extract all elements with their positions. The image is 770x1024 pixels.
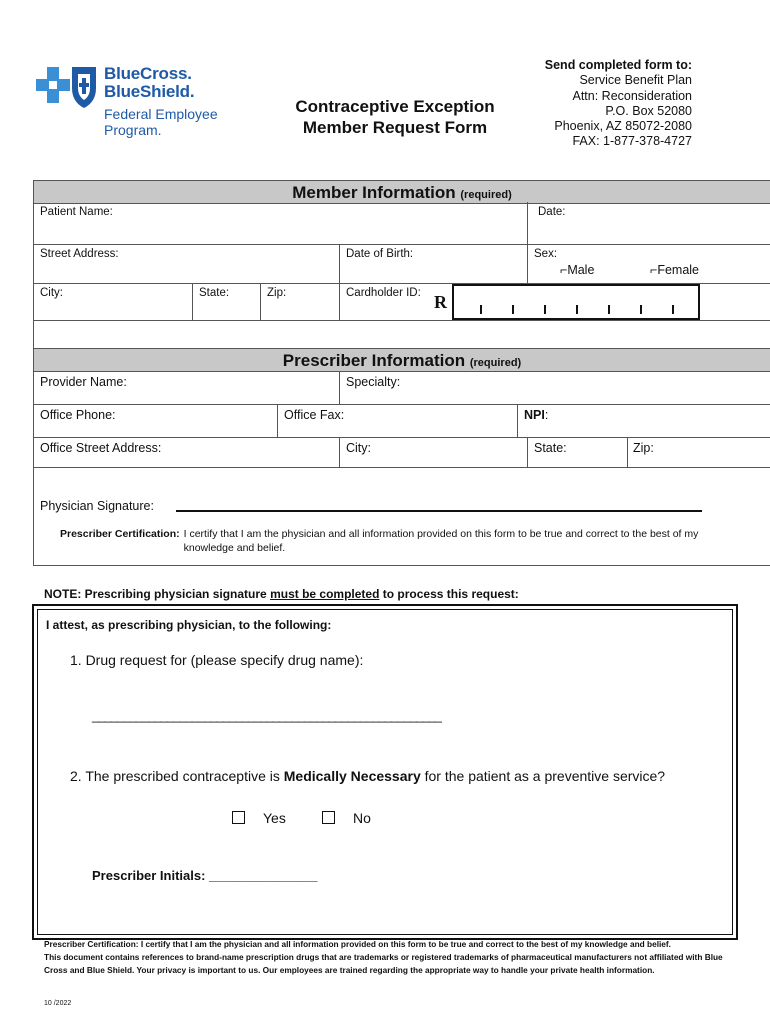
state-field[interactable]: State: — [199, 287, 230, 299]
checkbox-icon[interactable] — [232, 811, 245, 824]
provider-name-field[interactable]: Provider Name: — [40, 375, 127, 389]
zip-field[interactable]: Zip: — [267, 287, 287, 299]
office-city-field[interactable]: City: — [346, 441, 371, 455]
physician-signature-line[interactable] — [176, 510, 702, 512]
id-prefix: R — [434, 292, 447, 312]
form-version: 10 /2022 — [44, 1000, 72, 1007]
footer-disclaimer: Prescriber Certification: I certify that I am the physician and all information provided on this form to be true and correct to the best of my knowledge and belief. This document contains references to brand-name prescription drugs that are trademarks or registered trademarks of pharmaceutical manufacturers not affiliated with Blue Cross and Blue Shield. Your privacy is important to us. Our employees are trained regarding the appropriate way to handle your private health information. — [44, 939, 723, 975]
sex-label: Sex: — [534, 248, 558, 260]
physician-signature-label: Physician Signature: — [40, 499, 154, 513]
office-street-address-field[interactable]: Office Street Address: — [40, 441, 162, 455]
no-option[interactable]: No — [322, 810, 371, 826]
office-fax-field[interactable]: Office Fax: — [284, 408, 345, 422]
brand-bluecross: BlueCross. — [104, 64, 192, 83]
date-of-birth-field[interactable]: Date of Birth: — [346, 248, 414, 260]
street-address-field[interactable]: Street Address: — [40, 248, 119, 260]
specialty-field[interactable]: Specialty: — [346, 375, 401, 389]
yes-option[interactable]: Yes — [232, 810, 286, 826]
brand-blueshield: BlueShield. — [104, 82, 195, 101]
checkbox-icon[interactable]: ⌐ — [560, 263, 568, 277]
question-medically-necessary: 2. The prescribed contraceptive is Medically Necessary for the patient as a preventive service? — [70, 768, 666, 784]
checkbox-icon[interactable] — [322, 811, 335, 824]
prescriber-certification: Prescriber Certification: I certify that I am the physician and all information provided on this form to be true and correct to the best of my knowledge and belief. — [60, 528, 699, 554]
office-zip-field[interactable]: Zip: — [633, 441, 654, 455]
signature-note: NOTE: Prescribing physician signature must be completed to process this request: — [44, 587, 519, 601]
attestation-title: I attest, as prescribing physician, to the following: — [46, 618, 332, 632]
cross-shield-icon — [36, 62, 100, 112]
cardholder-id-input[interactable] — [434, 284, 700, 320]
form-title: Contraceptive Exception Member Request Form — [295, 97, 495, 137]
prescriber-information-header: Prescriber Information (required) — [34, 348, 770, 372]
send-to-address: Send completed form to: Service Benefit Plan Attn: Reconsideration P.O. Box 52080 Phoenix, AZ 85072-2080 FAX: 1-877-378-4727 — [544, 58, 692, 149]
prescriber-initials-field[interactable]: Prescriber Initials: _______________ — [92, 868, 318, 883]
office-phone-field[interactable]: Office Phone: — [40, 408, 116, 422]
npi-field[interactable]: NPI: — [524, 408, 549, 422]
city-field[interactable]: City: — [40, 287, 63, 299]
question-drug-request: 1. Drug request for (please specify drug name): — [70, 652, 364, 668]
sex-male-option[interactable]: ⌐Male — [560, 263, 595, 277]
drug-name-input-line[interactable]: ________________________________________________________ — [92, 708, 441, 723]
brand-fep: Federal Employee Program. — [104, 106, 218, 138]
checkbox-icon[interactable]: ⌐ — [650, 263, 658, 277]
date-field[interactable]: Date: — [538, 206, 566, 218]
sex-female-option[interactable]: ⌐Female — [650, 263, 699, 277]
member-information-header: Member Information (required) — [34, 181, 770, 204]
office-state-field[interactable]: State: — [534, 441, 567, 455]
cardholder-id-label: Cardholder ID: — [346, 287, 421, 299]
bcbs-fep-logo — [36, 62, 276, 138]
patient-name-field[interactable]: Patient Name: — [40, 206, 113, 218]
attestation-box — [32, 604, 738, 940]
